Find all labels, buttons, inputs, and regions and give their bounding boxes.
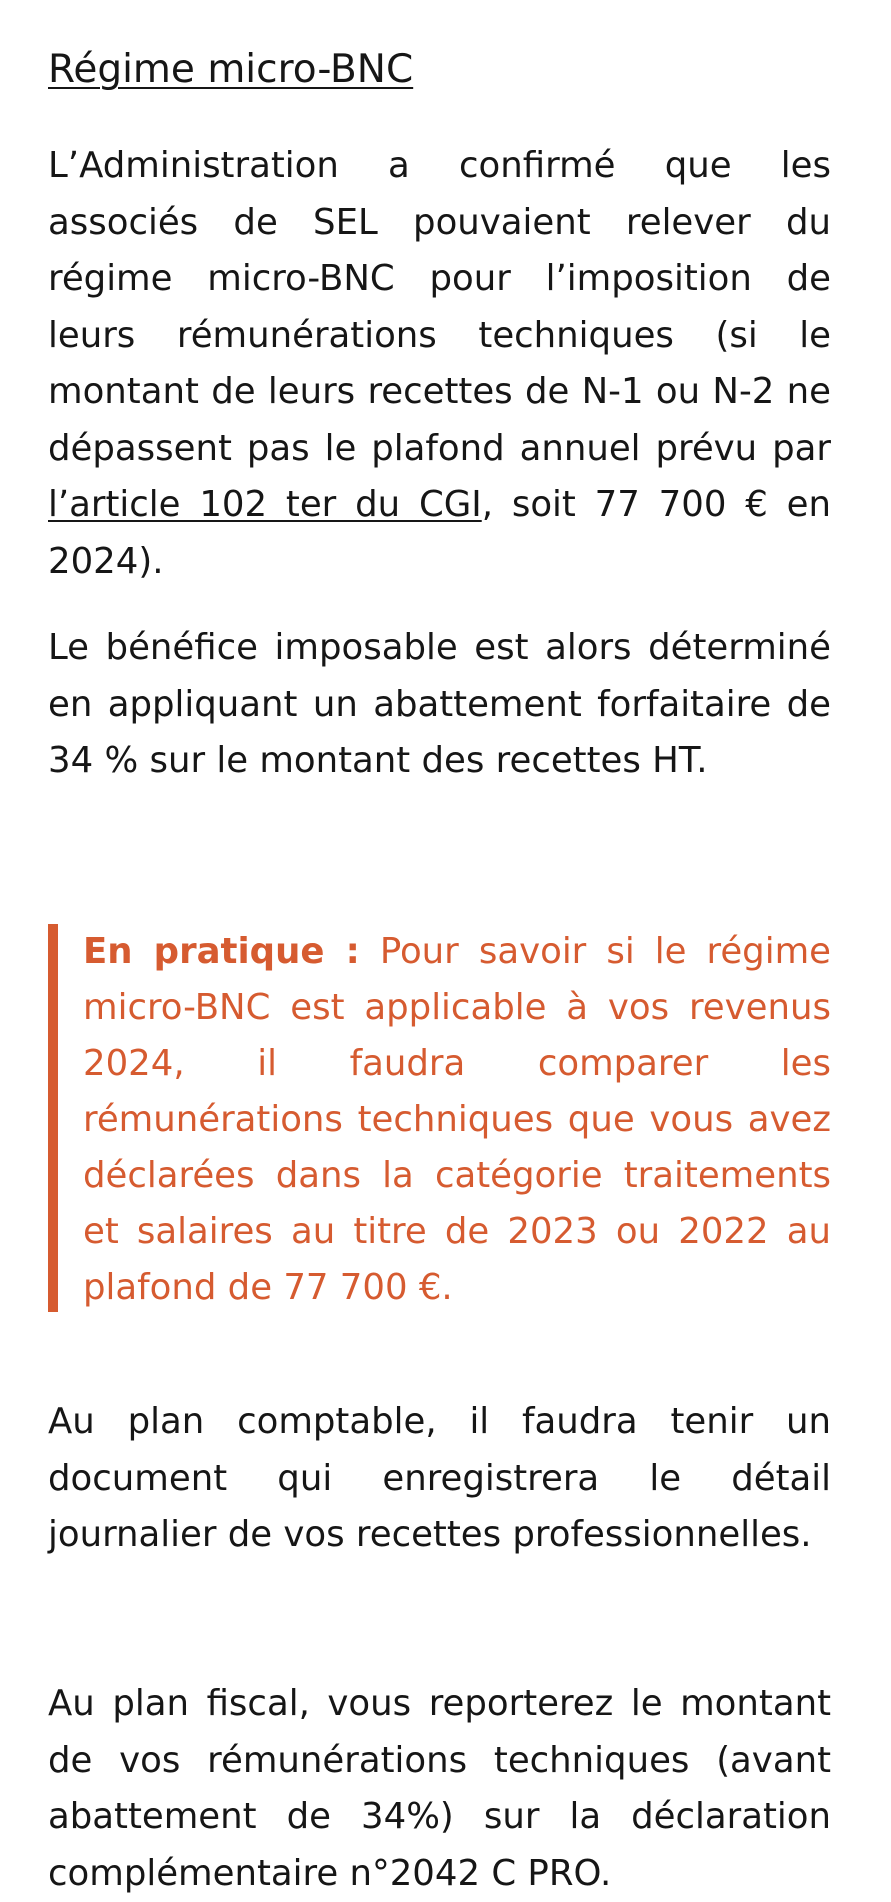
paragraph-tax-declaration: Au plan fiscal, vous reporterez le montant de vos rémunérations techniques (avant abattement de 34%) sur la déclaration complémentaire n°2042 C PRO. <box>48 1683 831 1894</box>
callout-text <box>83 924 831 1316</box>
paragraph-taxable-profit: Le bénéfice imposable est alors déterminé en appliquant un abattement forfaitaire de 34 % sur le montant des recettes HT. <box>48 627 831 781</box>
article-102-ter-cgi-link[interactable]: l’article 102 ter du CGI <box>48 484 482 525</box>
callout-label: En pratique : <box>83 931 360 972</box>
paragraph-text: , soit 77 700 € en 2024). <box>48 484 832 582</box>
callout-body: Pour savoir si le régime micro-BNC est applicable à vos revenus 2024, il faudra comparer les rémunérations techniques que vous avez déclarées dans la catégorie traitements et salaires au titre de 2023 ou 2022 au plafond de 77 700 €. <box>83 931 831 1308</box>
paragraph-text: L’Administration a confirmé que les associés de SEL pouvaient relever du régime micro-BNC pour l’imposition de leurs rémunérations techniques (si le montant de leurs recettes de N-1 ou N-2 ne dépassent pas le plafond annuel prévu par <box>48 145 831 469</box>
callout-accent-bar <box>48 924 58 1312</box>
paragraph-micro-bnc-eligibility <box>48 138 831 590</box>
practical-tip-callout <box>48 924 831 1312</box>
paragraph-accounting: Au plan comptable, il faudra tenir un document qui enregistrera le détail journalier de vos recettes professionnelles. <box>48 1401 831 1555</box>
section-heading: Régime micro-BNC <box>48 47 414 92</box>
